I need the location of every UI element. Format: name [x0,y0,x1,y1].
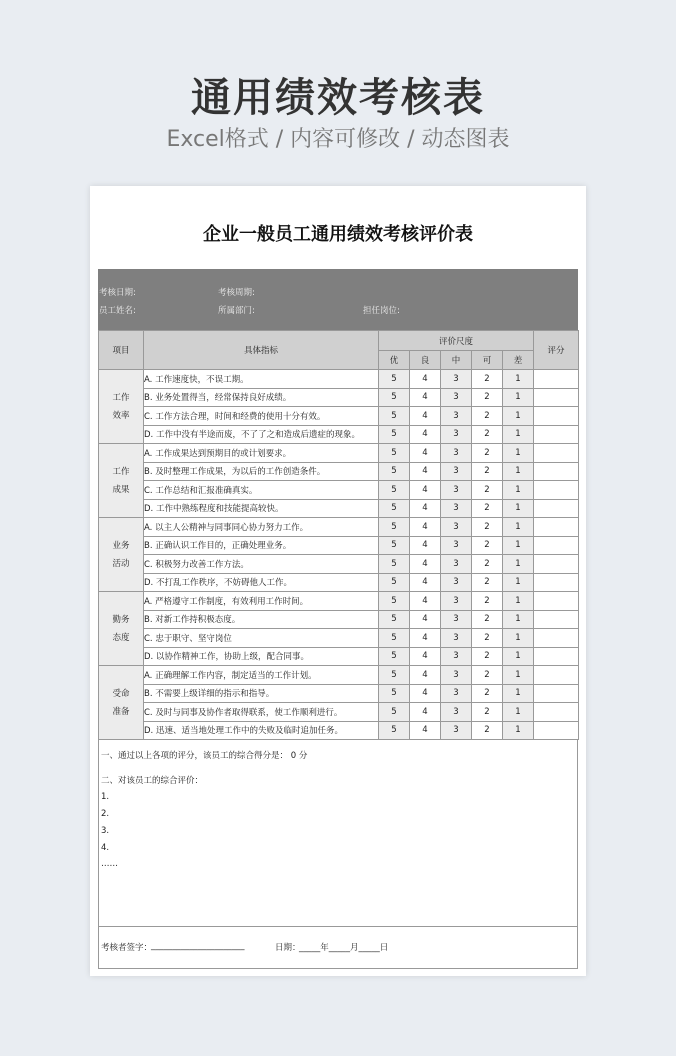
scale-value-cell: 1 [503,481,534,500]
score-input-cell[interactable] [534,610,579,629]
scale-value-cell: 2 [472,666,503,685]
indicator-cell: C. 积极努力改善工作方法。 [144,555,379,574]
scale-value-cell: 3 [441,610,472,629]
grade-header: 中 [441,351,472,370]
scale-value-cell: 1 [503,684,534,703]
scale-value-cell: 4 [410,407,441,426]
grade-header: 优 [379,351,410,370]
indicator-cell: A. 工作成果达到预期目的或计划要求。 [144,444,379,463]
score-input-cell[interactable] [534,444,579,463]
scale-value-cell: 2 [472,573,503,592]
scale-value-cell: 2 [472,703,503,722]
scale-value-cell: 3 [441,425,472,444]
indicator-cell: D. 不打乱工作秩序，不妨碍他人工作。 [144,573,379,592]
scale-value-cell: 4 [410,425,441,444]
scale-value-cell: 3 [441,370,472,389]
scale-value-cell: 1 [503,462,534,481]
score-input-cell[interactable] [534,407,579,426]
table-row [99,573,579,592]
score-input-cell[interactable] [534,573,579,592]
scale-value-cell: 5 [379,481,410,500]
scale-value-cell: 5 [379,444,410,463]
score-input-cell[interactable] [534,425,579,444]
evaluation-table [98,330,579,740]
date-label: 考核日期: [99,288,136,298]
scale-value-cell: 4 [410,629,441,648]
col-item: 项目 [99,331,144,370]
category-cell: 业务 活动 [99,518,144,592]
scale-value-cell: 1 [503,703,534,722]
sign-date-blank[interactable]: _____年_____月_____日 [299,943,389,953]
scale-value-cell: 5 [379,425,410,444]
comment-line: 3. [101,826,110,836]
scale-value-cell: 3 [441,573,472,592]
scale-value-cell: 3 [441,629,472,648]
scale-value-cell: 4 [410,518,441,537]
scale-value-cell: 1 [503,388,534,407]
scale-value-cell: 1 [503,721,534,740]
scale-value-cell: 3 [441,721,472,740]
comment-line: 4. [101,843,110,853]
indicator-cell: B. 对新工作持积极态度。 [144,610,379,629]
scale-value-cell: 1 [503,555,534,574]
scale-value-cell: 4 [410,703,441,722]
category-cell: 工作 成果 [99,444,144,518]
scale-value-cell: 5 [379,666,410,685]
page-title: 通用绩效考核表 [191,75,485,121]
table-row [99,666,579,685]
indicator-cell: C. 工作总结和汇报准确真实。 [144,481,379,500]
sheet-title: 企业一般员工通用绩效考核评价表 [203,224,473,245]
score-input-cell[interactable] [534,518,579,537]
table-row [99,592,579,611]
score-input-cell[interactable] [534,481,579,500]
table-row [99,629,579,648]
scale-value-cell: 2 [472,425,503,444]
signature-row [99,926,577,969]
indicator-cell: A. 工作速度快，不误工期。 [144,370,379,389]
comment-label: 二、对该员工的综合评价： [101,776,204,786]
scale-value-cell: 5 [379,407,410,426]
scale-value-cell: 1 [503,573,534,592]
scale-value-cell: 2 [472,629,503,648]
scale-value-cell: 1 [503,407,534,426]
score-input-cell[interactable] [534,629,579,648]
indicator-cell: A. 以主人公精神与同事同心协力努力工作。 [144,518,379,537]
table-row [99,647,579,666]
scale-value-cell: 3 [441,444,472,463]
scale-value-cell: 2 [472,610,503,629]
table-row [99,407,579,426]
scale-value-cell: 2 [472,499,503,518]
table-row [99,721,579,740]
scale-value-cell: 5 [379,555,410,574]
dept-label: 所属部门: [218,306,255,316]
scale-value-cell: 1 [503,518,534,537]
scale-value-cell: 3 [441,407,472,426]
scale-value-cell: 2 [472,555,503,574]
scale-value-cell: 4 [410,388,441,407]
scale-value-cell: 1 [503,536,534,555]
scale-value-cell: 3 [441,666,472,685]
scale-value-cell: 2 [472,462,503,481]
indicator-cell: B. 业务处置得当，经常保持良好成绩。 [144,388,379,407]
table-row [99,499,579,518]
scale-value-cell: 1 [503,370,534,389]
period-label: 考核周期: [218,288,255,298]
scale-value-cell: 4 [410,592,441,611]
score-input-cell[interactable] [534,592,579,611]
category-cell: 勤务 态度 [99,592,144,666]
scale-value-cell: 3 [441,555,472,574]
table-row [99,555,579,574]
indicator-cell: B. 不需要上级详细的指示和指导。 [144,684,379,703]
comment-line: 1. [101,792,110,802]
scale-value-cell: 5 [379,684,410,703]
col-indicator: 具体指标 [144,331,379,370]
score-input-cell[interactable] [534,462,579,481]
indicator-cell: C. 忠于职守、坚守岗位 [144,629,379,648]
score-input-cell[interactable] [534,370,579,389]
table-row [99,462,579,481]
score-input-cell[interactable] [534,647,579,666]
score-input-cell[interactable] [534,388,579,407]
indicator-cell: B. 正确认识工作目的，正确处理业务。 [144,536,379,555]
scale-value-cell: 2 [472,518,503,537]
signer-blank[interactable]: ______________________ [151,941,245,951]
score-input-cell[interactable] [534,555,579,574]
scale-value-cell: 4 [410,536,441,555]
indicator-cell: B. 及时整理工作成果，为以后的工作创造条件。 [144,462,379,481]
scale-value-cell: 3 [441,592,472,611]
scale-value-cell: 5 [379,610,410,629]
table-row [99,425,579,444]
scale-value-cell: 2 [472,592,503,611]
scale-value-cell: 1 [503,629,534,648]
score-input-cell[interactable] [534,684,579,703]
scale-value-cell: 4 [410,444,441,463]
table-row [99,703,579,722]
indicator-cell: D. 工作中熟练程度和技能提高较快。 [144,499,379,518]
scale-value-cell: 5 [379,499,410,518]
col-score: 评分 [534,331,579,370]
name-label: 员工姓名: [99,306,136,316]
sign-date-label: 日期： [275,943,301,953]
scale-value-cell: 1 [503,610,534,629]
comment-line: …… [101,859,118,869]
scale-value-cell: 3 [441,481,472,500]
scale-value-cell: 4 [410,481,441,500]
scale-value-cell: 2 [472,721,503,740]
table-row [99,481,579,500]
scale-value-cell: 1 [503,647,534,666]
scale-value-cell: 4 [410,721,441,740]
scale-value-cell: 5 [379,462,410,481]
table-row [99,536,579,555]
scale-value-cell: 5 [379,573,410,592]
indicator-cell: A. 正确理解工作内容，制定适当的工作计划。 [144,666,379,685]
indicator-cell: D. 工作中没有半途而废，不了了之和造成后遗症的现象。 [144,425,379,444]
scale-value-cell: 5 [379,518,410,537]
scale-value-cell: 3 [441,684,472,703]
scale-value-cell: 4 [410,610,441,629]
comment-line: 2. [101,809,110,819]
scale-value-cell: 2 [472,536,503,555]
scale-value-cell: 3 [441,462,472,481]
scale-value-cell: 5 [379,592,410,611]
scale-value-cell: 3 [441,518,472,537]
indicator-cell: C. 及时与同事及协作者取得联系，使工作顺利进行。 [144,703,379,722]
scale-value-cell: 4 [410,462,441,481]
score-input-cell[interactable] [534,536,579,555]
score-input-cell[interactable] [534,666,579,685]
scale-value-cell: 3 [441,499,472,518]
scale-value-cell: 2 [472,370,503,389]
scale-value-cell: 1 [503,592,534,611]
grade-header: 可 [472,351,503,370]
score-input-cell[interactable] [534,499,579,518]
scale-value-cell: 5 [379,647,410,666]
page-subtitle: Excel格式 / 内容可修改 / 动态图表 [166,127,510,152]
table-row [99,388,579,407]
scale-value-cell: 1 [503,425,534,444]
scale-value-cell: 2 [472,647,503,666]
indicator-cell: A. 严格遵守工作制度，有效利用工作时间。 [144,592,379,611]
scale-value-cell: 4 [410,555,441,574]
table-row [99,444,579,463]
summary-area [98,739,578,969]
signer-label: 考核者签字： [101,943,153,953]
scale-value-cell: 5 [379,703,410,722]
scale-value-cell: 4 [410,370,441,389]
table-row [99,518,579,537]
total-score-text: 一、通过以上各项的评分，该员工的综合得分是： 0 分 [101,751,308,761]
scale-value-cell: 3 [441,647,472,666]
table-row [99,684,579,703]
info-panel [98,269,578,330]
scale-value-cell: 4 [410,666,441,685]
scale-value-cell: 4 [410,647,441,666]
indicator-cell: C. 工作方法合理，时间和经费的使用十分有效。 [144,407,379,426]
scale-value-cell: 1 [503,444,534,463]
table-row [99,610,579,629]
scale-value-cell: 3 [441,703,472,722]
scale-value-cell: 4 [410,684,441,703]
evaluation-sheet [90,186,586,976]
scale-value-cell: 5 [379,536,410,555]
scale-value-cell: 1 [503,666,534,685]
scale-value-cell: 2 [472,684,503,703]
scale-value-cell: 2 [472,481,503,500]
scale-value-cell: 5 [379,721,410,740]
grade-header: 差 [503,351,534,370]
scale-value-cell: 4 [410,573,441,592]
scale-value-cell: 3 [441,536,472,555]
indicator-cell: D. 迅速、适当地处理工作中的失败及临时追加任务。 [144,721,379,740]
post-label: 担任岗位: [363,306,400,316]
table-row [99,370,579,389]
scale-value-cell: 5 [379,370,410,389]
category-cell: 受命 准备 [99,666,144,740]
scale-value-cell: 4 [410,499,441,518]
scale-value-cell: 5 [379,388,410,407]
scale-value-cell: 2 [472,407,503,426]
scale-value-cell: 2 [472,388,503,407]
grade-header: 良 [410,351,441,370]
scale-value-cell: 5 [379,629,410,648]
score-input-cell[interactable] [534,703,579,722]
category-cell: 工作 效率 [99,370,144,444]
indicator-cell: D. 以协作精神工作，协助上级，配合同事。 [144,647,379,666]
score-input-cell[interactable] [534,721,579,740]
scale-value-cell: 3 [441,388,472,407]
scale-value-cell: 2 [472,444,503,463]
col-scale: 评价尺度 [379,331,534,351]
scale-value-cell: 1 [503,499,534,518]
